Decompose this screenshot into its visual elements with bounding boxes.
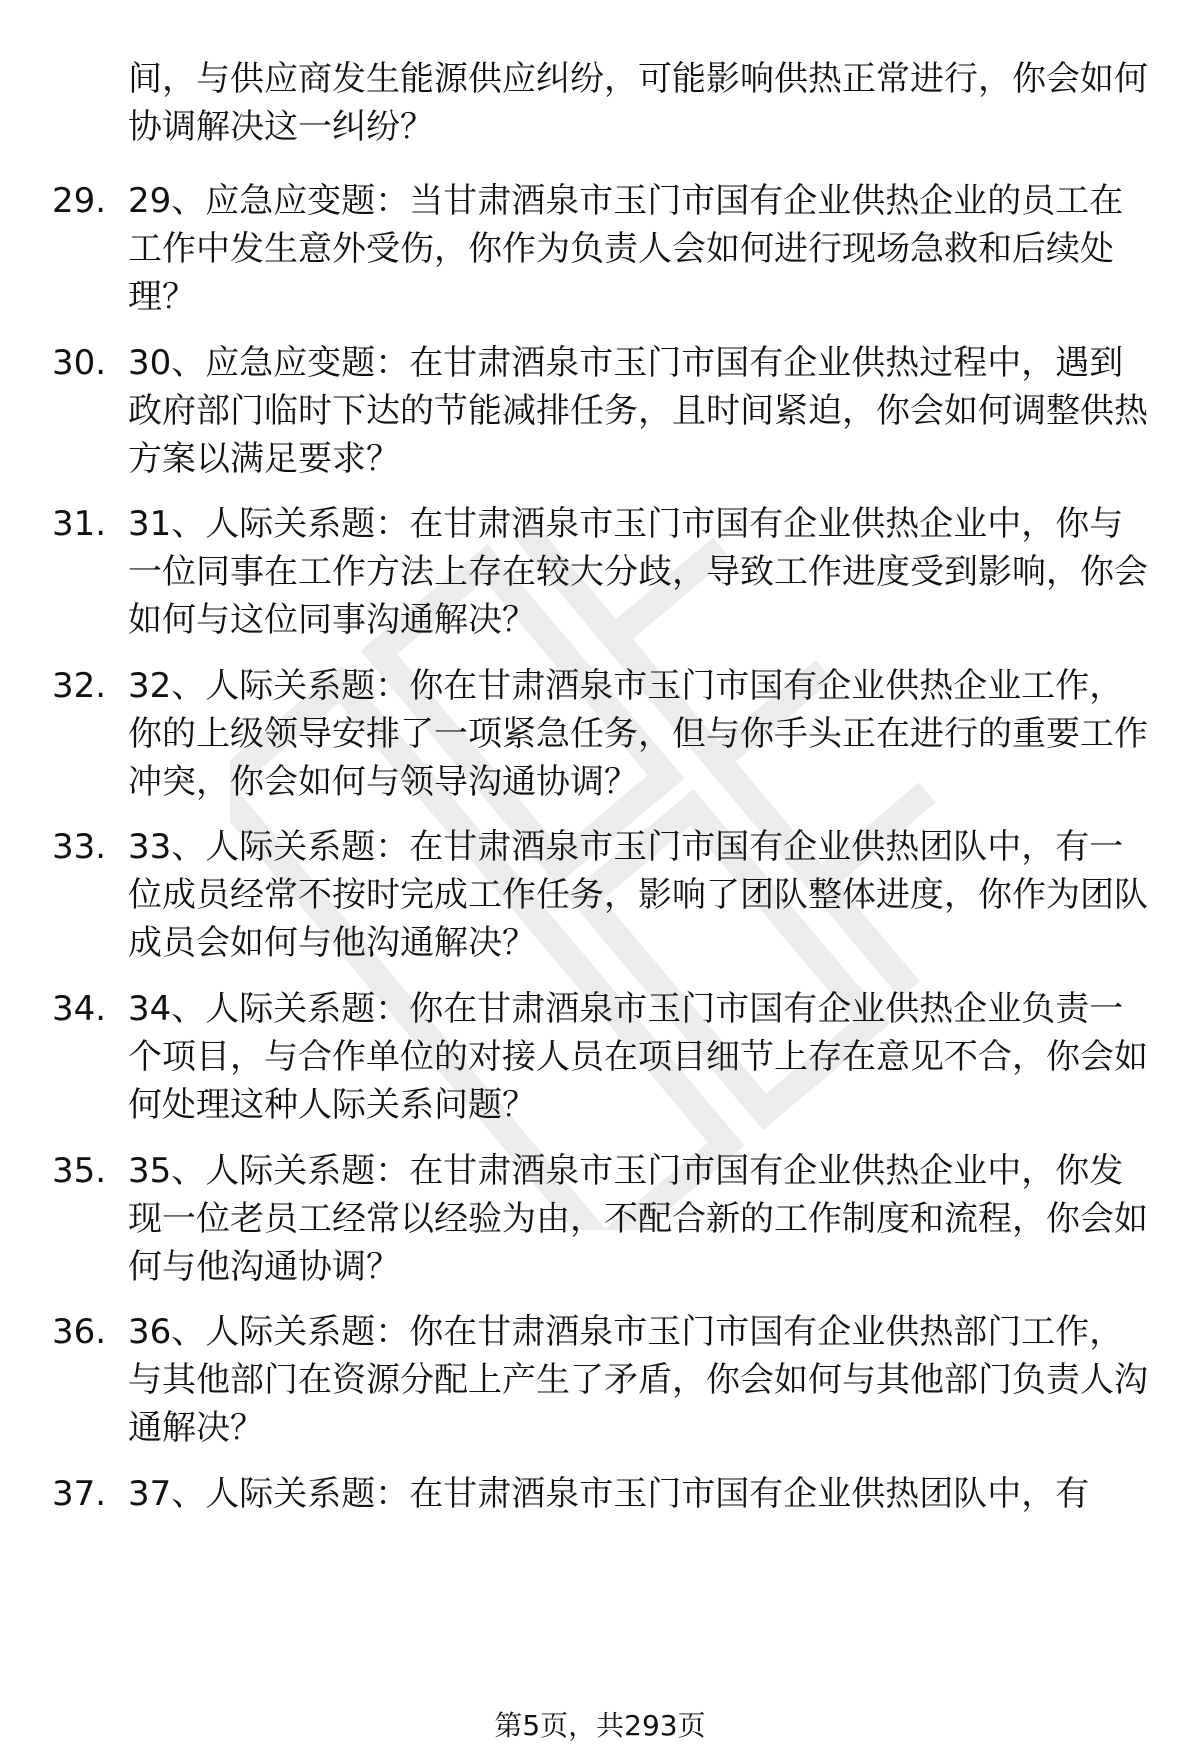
continued-question-text: 间，与供应商发生能源供应纠纷，可能影响供热正常进行，你会如何协调解决这一纠纷？	[128, 59, 1148, 147]
question-number: 33.	[52, 827, 107, 867]
question-text: 29、应急应变题：当甘肃酒泉市玉门市国有企业供热企业的员工在工作中发生意外受伤，你作为负责人会如何进行现场急救和后续处理？	[128, 181, 1124, 317]
question-number: 32.	[52, 666, 107, 706]
question-text: 37、人际关系题：在甘肃酒泉市玉门市国有企业供热团队中，有	[128, 1474, 1090, 1514]
question-text: 36、人际关系题：你在甘肃酒泉市玉门市国有企业供热部门工作，与其他部门在资源分配上产生了矛盾，你会如何与其他部门负责人沟通解决？	[128, 1312, 1148, 1448]
page-footer: 第5页，共293页	[494, 1709, 706, 1742]
question-number: 37.	[52, 1474, 107, 1514]
question-text: 32、人际关系题：你在甘肃酒泉市玉门市国有企业供热企业工作，你的上级领导安排了一项紧急任务，但与你手头正在进行的重要工作冲突，你会如何与领导沟通协调？	[128, 666, 1148, 802]
question-text: 33、人际关系题：在甘肃酒泉市玉门市国有企业供热团队中，有一位成员经常不按时完成工作任务，影响了团队整体进度，你作为团队成员会如何与他沟通解决？	[128, 827, 1148, 963]
question-number: 35.	[52, 1151, 107, 1191]
question-number: 34.	[52, 989, 107, 1029]
question-number: 29.	[52, 181, 107, 221]
question-text: 34、人际关系题：你在甘肃酒泉市玉门市国有企业供热企业负责一个项目，与合作单位的对接人员在项目细节上存在意见不合，你会如何处理这种人际关系问题？	[128, 989, 1148, 1125]
question-number: 36.	[52, 1312, 107, 1352]
question-number: 30.	[52, 343, 107, 383]
question-text: 31、人际关系题：在甘肃酒泉市玉门市国有企业供热企业中，你与一位同事在工作方法上存在较大分歧，导致工作进度受到影响，你会如何与这位同事沟通解决？	[128, 504, 1148, 640]
question-text: 35、人际关系题：在甘肃酒泉市玉门市国有企业供热企业中，你发现一位老员工经常以经验为由，不配合新的工作制度和流程，你会如何与他沟通协调？	[128, 1151, 1148, 1287]
question-number: 31.	[52, 504, 107, 544]
question-text: 30、应急应变题：在甘肃酒泉市玉门市国有企业供热过程中，遇到政府部门临时下达的节能减排任务，且时间紧迫，你会如何调整供热方案以满足要求？	[128, 343, 1148, 479]
